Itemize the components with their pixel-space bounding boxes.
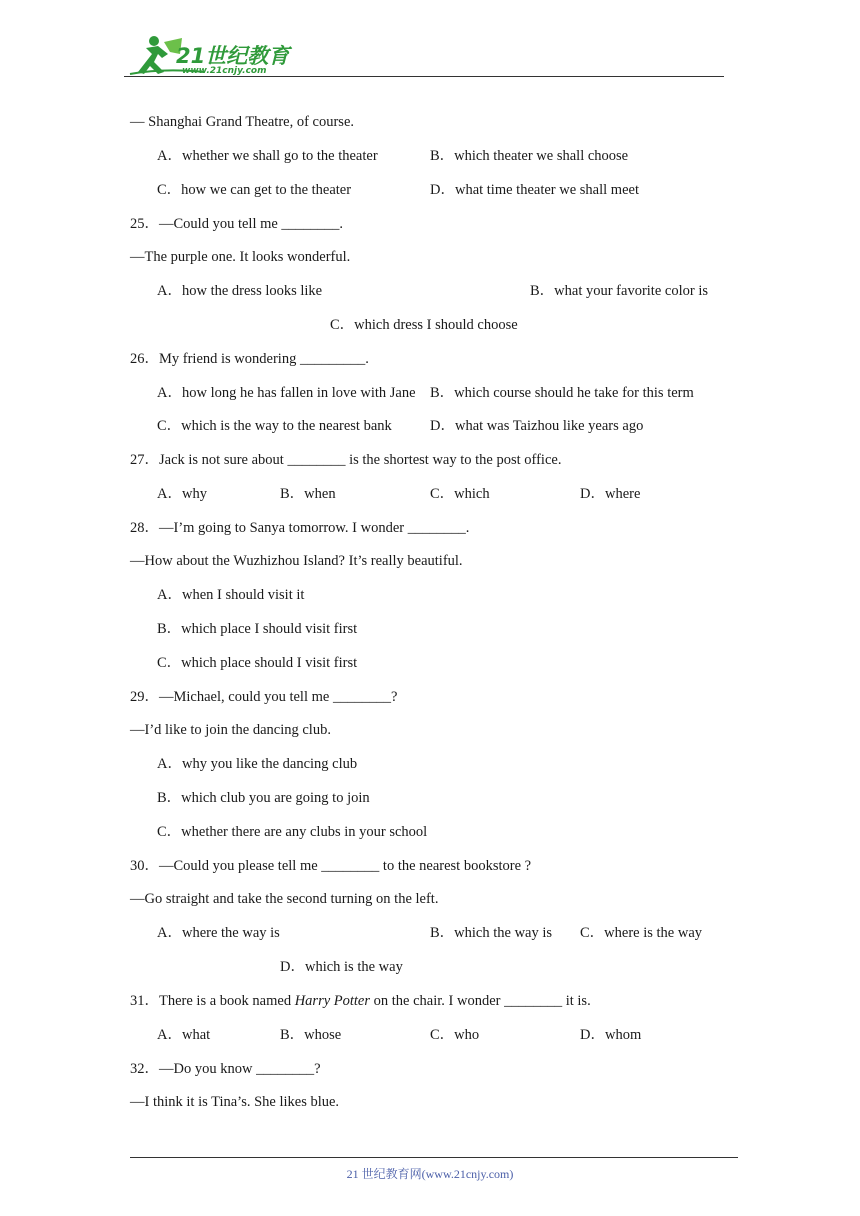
book-title: Harry Potter [294,993,371,1009]
header-rule [124,76,724,77]
option-b: B．when [280,486,336,502]
option-d: D．what was Taizhou like years ago [430,418,644,434]
question-32: 32．—Do you know ________? [130,1061,321,1077]
question-27: 27．Jack is not sure about ________ is the shortest way to the post office. [130,452,562,468]
option-d: D．whom [580,1027,642,1043]
option-c: C．where is the way [580,925,703,941]
option-c: C．which is the way to the nearest bank [157,418,392,434]
logo-text: 21世纪教育 [176,44,290,68]
question-25: 25．—Could you tell me ________. [130,216,344,232]
option-a: A．what [157,1027,211,1043]
option-d: D．where [580,486,641,502]
answer-line: —I’d like to join the dancing club. [130,722,331,738]
answer-line: —The purple one. It looks wonderful. [130,249,351,265]
page-header [124,32,724,80]
option-b: B．which course should he take for this term [430,385,694,401]
answer-line: —I think it is Tina’s. She likes blue. [130,1094,340,1110]
option-c: C．which [430,486,490,502]
option-c: C．who [430,1027,480,1043]
answer-line: —How about the Wuzhizhou Island? It’s really beautiful. [130,553,463,569]
option-d: D．which is the way [280,959,403,975]
question-31-post: on the chair. I wonder ________ it is. [370,993,591,1009]
page-footer: 21 世纪教育网(www.21cnjy.com) [346,1167,514,1181]
option-b: B．which theater we shall choose [430,148,629,164]
option-b: B．whose [280,1027,342,1043]
option-a: A．why [157,486,207,502]
question-28: 28．—I’m going to Sanya tomorrow. I wonder ________. [130,520,470,536]
answer-line: — Shanghai Grand Theatre, of course. [130,114,355,130]
option-b: B．which club you are going to join [157,790,370,806]
question-29: 29．—Michael, could you tell me ________? [130,689,398,705]
option-d: D．what time theater we shall meet [430,182,639,198]
answer-line: —Go straight and take the second turning on the left. [130,891,439,907]
option-c: C．which dress I should choose [330,317,518,333]
option-a: A．where the way is [157,925,280,941]
option-b: B．what your favorite color is [530,283,708,299]
option-b: B．which place I should visit first [157,621,358,637]
question-30: 30．—Could you please tell me ________ to the nearest bookstore ? [130,858,532,874]
option-a: A．how the dress looks like [157,283,323,299]
option-c: C．which place should I visit first [157,655,358,671]
option-c: C．whether there are any clubs in your school [157,824,428,840]
logo-url: www.21cnjy.com [182,66,267,76]
option-a: A．when I should visit it [157,587,305,603]
option-a: A．why you like the dancing club [157,756,358,772]
option-a: A．how long he has fallen in love with Jane [157,385,416,401]
option-b: B．which the way is [430,925,553,941]
question-31-pre: 31．There is a book named [130,993,295,1009]
question-31 [130,992,591,1010]
option-c: C．how we can get to the theater [157,182,352,198]
footer-rule [130,1157,738,1158]
question-26: 26．My friend is wondering _________. [130,351,369,367]
option-a: A．whether we shall go to the theater [157,148,378,164]
